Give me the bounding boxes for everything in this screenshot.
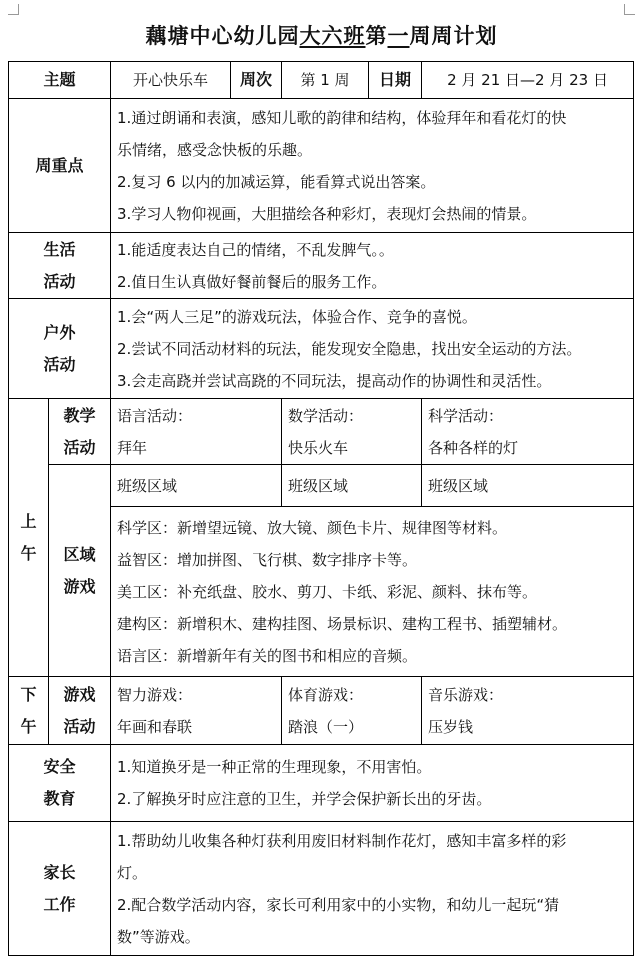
parents-label bbox=[9, 822, 111, 956]
area-line: 科学区：新增望远镜、放大镜、颜色卡片、规律图等材料。 bbox=[117, 518, 508, 537]
safety-row bbox=[9, 745, 634, 822]
outdoor-line: 2.尝试不同活动材料的玩法，能发现安全隐患，找出安全运动的方法。 bbox=[117, 339, 582, 358]
focus-line: 乐情绪，感受念快板的乐趣。 bbox=[117, 140, 313, 159]
class-area-cell-2: 班级区域 bbox=[282, 465, 422, 507]
outdoor-row bbox=[9, 299, 634, 399]
games-label bbox=[49, 677, 111, 745]
document-title bbox=[0, 20, 643, 50]
music-game-title: 音乐游戏： bbox=[428, 685, 504, 704]
parents-label-1: 家长 bbox=[43, 862, 76, 882]
science-activity-value: 各种各样的灯 bbox=[428, 438, 519, 457]
safety-label-2: 教育 bbox=[43, 789, 76, 808]
area-line: 语言区：新增新年有关的图书和相应的音频。 bbox=[117, 646, 418, 665]
theme-value: 开心快乐车 bbox=[111, 62, 231, 99]
sports-game-cell bbox=[282, 677, 422, 745]
parents-content bbox=[111, 822, 634, 956]
life-content bbox=[111, 233, 634, 299]
title-di: 第 bbox=[365, 24, 388, 48]
area-label-1: 区域 bbox=[63, 544, 96, 564]
morning-label-1: 上 bbox=[20, 511, 37, 531]
title-week-number: 一 bbox=[387, 24, 410, 48]
safety-label bbox=[9, 745, 111, 822]
outdoor-content bbox=[111, 299, 634, 399]
page-corner-mark-left bbox=[8, 4, 19, 15]
science-activity-title: 科学活动： bbox=[428, 406, 504, 425]
theme-label: 主题 bbox=[9, 62, 111, 99]
life-label bbox=[9, 233, 111, 299]
week-label: 周次 bbox=[231, 62, 282, 99]
class-area-cell-1: 班级区域 bbox=[111, 465, 282, 507]
focus-content bbox=[111, 99, 634, 233]
header-row bbox=[9, 62, 634, 99]
sports-game-value: 踏浪（一） bbox=[288, 717, 364, 736]
language-activity-title: 语言活动： bbox=[117, 406, 193, 425]
area-line: 益智区：增加拼图、飞行棋、数字排序卡等。 bbox=[117, 550, 418, 569]
teaching-label-1: 教学 bbox=[63, 405, 96, 425]
date-label: 日期 bbox=[369, 62, 422, 99]
life-label-2: 活动 bbox=[43, 271, 76, 291]
area-label bbox=[49, 465, 111, 677]
life-row bbox=[9, 233, 634, 299]
date-value: 2 月 21 日—2 月 23 日 bbox=[422, 62, 634, 99]
life-label-1: 生活 bbox=[43, 239, 76, 259]
outdoor-line: 3.会走高跷并尝试高跷的不同玩法，提高动作的协调性和灵活性。 bbox=[117, 371, 552, 390]
parents-label-2: 工作 bbox=[43, 894, 76, 914]
focus-line: 2.复习 6 以内的加减运算，能看算式说出答案。 bbox=[117, 172, 436, 191]
focus-line: 3.学习人物仰视画，大胆描绘各种彩灯，表现灯会热闹的情景。 bbox=[117, 204, 537, 223]
intellect-game-value: 年画和春联 bbox=[117, 717, 193, 736]
intellect-game-title: 智力游戏： bbox=[117, 685, 193, 704]
area-line: 美工区：补充纸盘、胶水、剪刀、卡纸、彩泥、颜料、抹布等。 bbox=[117, 582, 538, 601]
outdoor-label-2: 活动 bbox=[43, 354, 76, 374]
math-activity-title: 数学活动： bbox=[288, 406, 364, 425]
title-suffix: 周周计划 bbox=[409, 24, 498, 48]
afternoon-label-2: 午 bbox=[20, 716, 37, 736]
intellect-game-cell bbox=[111, 677, 282, 745]
safety-line: 2.了解换牙时应注意的卫生，并学会保护新长出的牙齿。 bbox=[117, 790, 492, 808]
outdoor-label bbox=[9, 299, 111, 399]
area-content bbox=[111, 507, 634, 677]
morning-teaching-row bbox=[9, 399, 634, 465]
focus-line: 1.通过朗诵和表演，感知儿歌的韵律和结构，体验拜年和看花灯的快 bbox=[117, 108, 567, 127]
outdoor-line: 1.会“两人三足”的游戏玩法，体验合作、竞争的喜悦。 bbox=[117, 307, 477, 326]
parents-line: 2.配合数学活动内容，家长可利用家中的小实物，和幼儿一起玩“猜 bbox=[117, 895, 560, 914]
area-header-row bbox=[9, 465, 634, 507]
math-activity-cell bbox=[282, 399, 422, 465]
page-corner-mark-right bbox=[624, 4, 635, 15]
focus-row bbox=[9, 99, 634, 233]
safety-line: 1.知道换牙是一种正常的生理现象，不用害怕。 bbox=[117, 758, 432, 776]
language-activity-value: 拜年 bbox=[117, 438, 148, 457]
games-label-2: 活动 bbox=[63, 716, 96, 736]
focus-label: 周重点 bbox=[9, 99, 111, 233]
music-game-cell bbox=[422, 677, 634, 745]
life-line: 2.值日生认真做好餐前餐后的服务工作。 bbox=[117, 272, 387, 291]
sports-game-title: 体育游戏： bbox=[288, 685, 364, 704]
class-area-cell-3: 班级区域 bbox=[422, 465, 634, 507]
safety-content bbox=[111, 745, 634, 822]
math-activity-value: 快乐火车 bbox=[288, 438, 349, 457]
week-value: 第 1 周 bbox=[282, 62, 369, 99]
morning-label bbox=[9, 399, 49, 677]
title-class: 大六班 bbox=[299, 24, 366, 48]
afternoon-row bbox=[9, 677, 634, 745]
parents-line: 灯。 bbox=[117, 863, 148, 882]
area-label-2: 游戏 bbox=[63, 576, 96, 596]
outdoor-label-1: 户外 bbox=[43, 322, 76, 342]
safety-label-1: 安全 bbox=[43, 757, 76, 776]
life-line: 1.能适度表达自己的情绪，不乱发脾气。。 bbox=[117, 240, 394, 259]
teaching-label-2: 活动 bbox=[63, 437, 96, 457]
weekly-plan-table bbox=[8, 61, 634, 956]
music-game-value: 压岁钱 bbox=[428, 717, 474, 736]
teaching-label bbox=[49, 399, 111, 465]
language-activity-cell bbox=[111, 399, 282, 465]
afternoon-label-1: 下 bbox=[20, 684, 37, 704]
science-activity-cell bbox=[422, 399, 634, 465]
parents-line: 数”等游戏。 bbox=[117, 927, 200, 946]
parents-row bbox=[9, 822, 634, 956]
parents-line: 1.帮助幼儿收集各种灯获利用废旧材料制作花灯，感知丰富多样的彩 bbox=[117, 831, 567, 850]
games-label-1: 游戏 bbox=[63, 684, 96, 704]
area-line: 建构区：新增积木、建构挂图、场景标识、建构工程书、插塑辅材。 bbox=[117, 614, 568, 633]
title-school: 藕塘中心幼儿园 bbox=[145, 24, 300, 48]
afternoon-label bbox=[9, 677, 49, 745]
morning-label-2: 午 bbox=[20, 543, 37, 563]
